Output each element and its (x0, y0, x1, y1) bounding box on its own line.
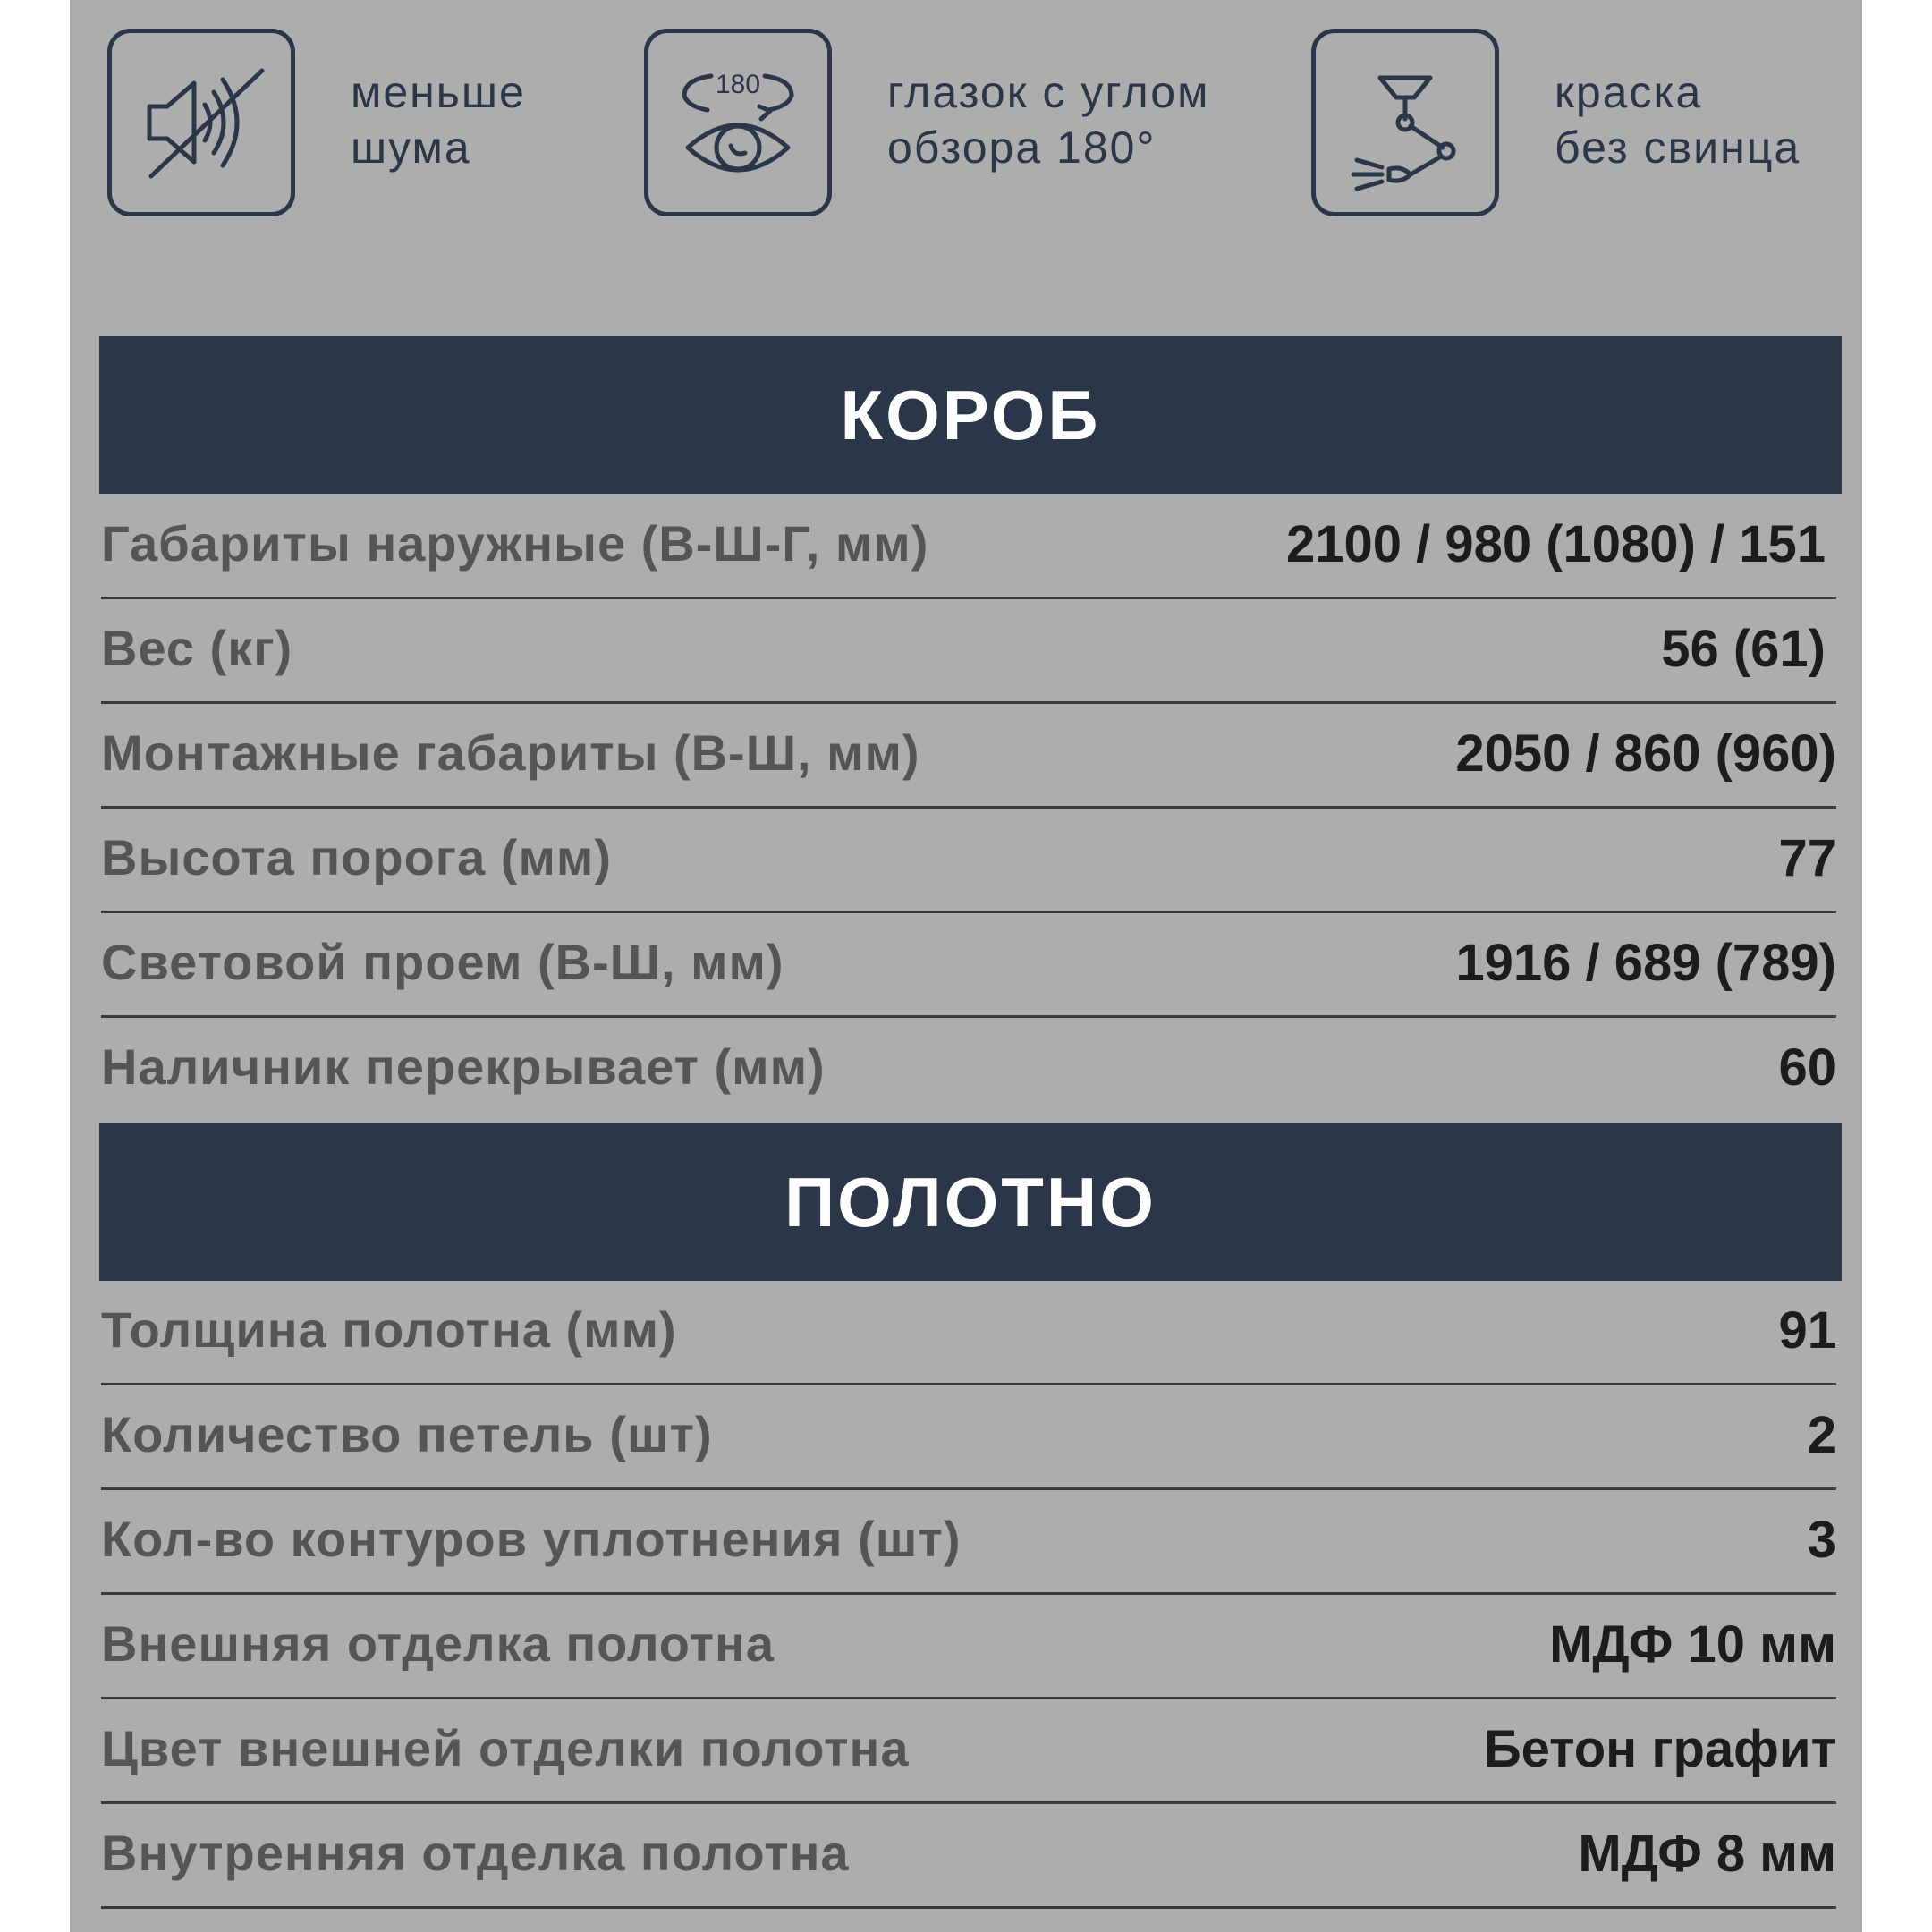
spray-robot-arm-icon (1316, 33, 1495, 212)
spec-label: Высота порога (мм) (101, 829, 612, 886)
feature-icon-frame (644, 29, 832, 216)
spec-value: 56 (61) (1661, 620, 1826, 678)
feature-caption-line1: меньше (351, 67, 526, 117)
spec-label: Вес (кг) (101, 620, 293, 676)
spec-row (101, 1281, 1836, 1385)
spec-value: 60 (1778, 1038, 1836, 1097)
spec-value: 2050 / 860 (960) (1455, 724, 1836, 783)
spec-label: Внутренняя отделка полотна (101, 1825, 850, 1881)
feature-caption-line2: без свинца (1555, 123, 1801, 173)
feature-caption-line1: краска (1555, 67, 1703, 117)
feature-icon-frame (107, 29, 295, 216)
spec-row (101, 809, 1836, 913)
spec-label: Цвет внешней отделки полотна (101, 1720, 910, 1776)
angle-label: 180 (715, 70, 761, 99)
feature-icon-frame (1311, 29, 1499, 216)
spec-value: МДФ 8 мм (1578, 1825, 1836, 1883)
spec-row (101, 495, 1836, 599)
spec-row (101, 599, 1836, 704)
spec-row (101, 1595, 1836, 1699)
spec-label: Внешняя отделка полотна (101, 1615, 775, 1672)
spec-value: 91 (1778, 1301, 1836, 1360)
spec-value: 2 (1807, 1406, 1836, 1464)
spec-label: Световой проем (В-Ш, мм) (101, 934, 784, 990)
spec-label: Габариты наружные (В-Ш-Г, мм) (101, 515, 929, 572)
spec-label: Наличник перекрывает (мм) (101, 1038, 826, 1095)
spec-panel (70, 0, 1862, 1932)
feature-caption-line1: глазок с углом (887, 67, 1210, 117)
spec-value: Бетон графит (1483, 1720, 1836, 1778)
feature-caption (1555, 64, 1862, 175)
spec-value: МДФ 10 мм (1549, 1615, 1836, 1674)
spec-label: Количество петель (шт) (101, 1406, 713, 1462)
spec-label: Кол-во контуров уплотнения (шт) (101, 1511, 962, 1567)
noise-reduction-icon (112, 33, 291, 212)
section-header-door-leaf: ПОЛОТНО (99, 1123, 1842, 1281)
spec-row (101, 913, 1836, 1018)
spec-value: 77 (1778, 829, 1836, 887)
feature-caption (887, 64, 1263, 175)
section-header-frame: КОРОБ (99, 336, 1842, 494)
spec-row (101, 1018, 1836, 1123)
spec-value: 2100 / 980 (1080) / 151 (1285, 515, 1826, 573)
spec-row (101, 1490, 1836, 1595)
spec-label: Толщина полотна (мм) (101, 1301, 677, 1358)
feature-caption-line2: обзора 180° (887, 123, 1157, 173)
spec-value: 1916 / 689 (789) (1455, 934, 1836, 992)
spec-row (101, 1385, 1836, 1490)
feature-caption-line2: шума (351, 123, 471, 173)
spec-row (101, 1699, 1836, 1804)
peephole-eye-icon (648, 33, 827, 212)
spec-label: Монтажные габариты (В-Ш, мм) (101, 724, 920, 781)
spec-row (101, 1804, 1836, 1909)
spec-value: 3 (1807, 1511, 1836, 1569)
spec-row (101, 704, 1836, 809)
